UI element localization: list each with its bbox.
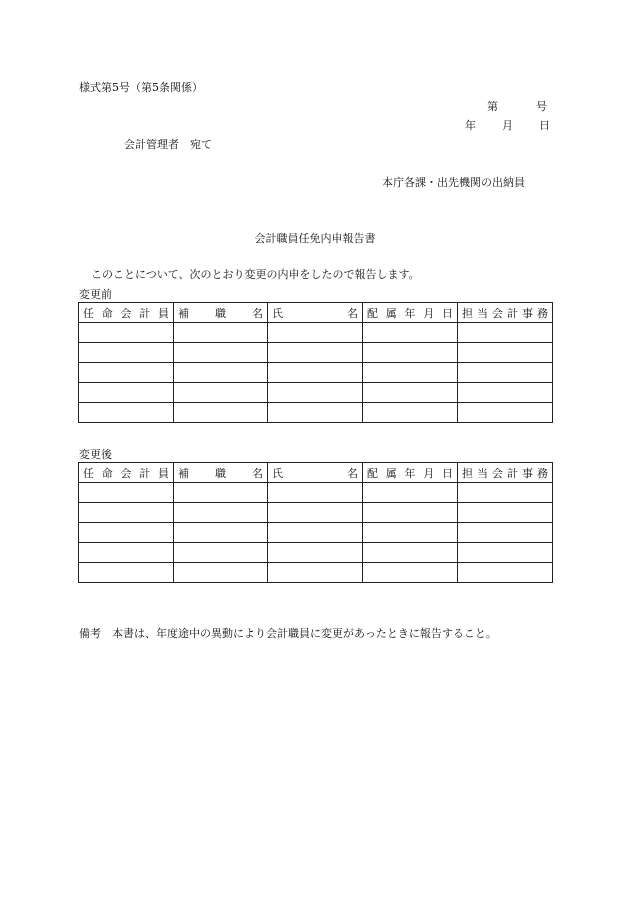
column-header: 補職名 — [174, 303, 268, 323]
table-row — [79, 363, 553, 383]
table-cell[interactable] — [458, 383, 553, 403]
table-cell[interactable] — [174, 523, 268, 543]
document-title: 会計職員任免内申報告書 — [254, 232, 376, 245]
table-cell[interactable] — [363, 323, 458, 343]
table-cell[interactable] — [363, 403, 458, 423]
table-cell[interactable] — [268, 563, 363, 583]
date-year: 年 — [465, 119, 476, 132]
table-row — [79, 323, 553, 343]
document-number-suffix: 号 — [536, 100, 547, 113]
table-cell[interactable] — [363, 563, 458, 583]
table-cell[interactable] — [363, 503, 458, 523]
table-cell[interactable] — [458, 403, 553, 423]
table-cell[interactable] — [174, 503, 268, 523]
column-header: 担当会計事務 — [458, 303, 553, 323]
column-header: 配属年月日 — [363, 303, 458, 323]
table-cell[interactable] — [458, 543, 553, 563]
column-header: 配属年月日 — [363, 463, 458, 483]
date-month: 月 — [502, 119, 513, 132]
column-header: 氏名 — [268, 463, 363, 483]
column-header: 補職名 — [174, 463, 268, 483]
table-cell[interactable] — [268, 403, 363, 423]
after-change-table — [78, 462, 553, 583]
table-cell[interactable] — [458, 363, 553, 383]
table-cell[interactable] — [174, 483, 268, 503]
table-cell[interactable] — [79, 383, 174, 403]
before-change-table — [78, 302, 553, 423]
table-row — [79, 543, 553, 563]
table-cell[interactable] — [363, 343, 458, 363]
table-cell[interactable] — [458, 503, 553, 523]
table-cell[interactable] — [79, 323, 174, 343]
before-change-label: 変更前 — [79, 288, 112, 301]
sender: 本庁各課・出先機関の出納員 — [382, 176, 525, 189]
table-cell[interactable] — [458, 523, 553, 543]
table-cell[interactable] — [79, 403, 174, 423]
table-cell[interactable] — [363, 543, 458, 563]
table-row — [79, 383, 553, 403]
remark-note: 備考 本書は、年度途中の異動により会計職員に変更があったときに報告すること。 — [79, 627, 497, 640]
form-number: 様式第5号（第5条関係） — [79, 81, 203, 94]
document-date — [465, 119, 550, 133]
table-cell[interactable] — [79, 543, 174, 563]
table-row — [79, 523, 553, 543]
table-cell[interactable] — [174, 403, 268, 423]
table-cell[interactable] — [268, 323, 363, 343]
column-header: 任命会計員 — [79, 303, 174, 323]
table-cell[interactable] — [363, 523, 458, 543]
table-row — [79, 403, 553, 423]
date-day: 日 — [539, 119, 550, 132]
table-cell[interactable] — [458, 563, 553, 583]
document-number-prefix: 第 — [487, 100, 498, 113]
table-row — [79, 483, 553, 503]
table-cell[interactable] — [174, 323, 268, 343]
table-cell[interactable] — [363, 383, 458, 403]
table-cell[interactable] — [174, 383, 268, 403]
table-cell[interactable] — [79, 343, 174, 363]
table-header-row — [79, 463, 553, 483]
table-cell[interactable] — [79, 563, 174, 583]
table-row — [79, 503, 553, 523]
table-cell[interactable] — [268, 483, 363, 503]
table-cell[interactable] — [458, 343, 553, 363]
table-cell[interactable] — [79, 523, 174, 543]
after-change-label: 変更後 — [79, 448, 112, 461]
addressee: 会計管理者 宛て — [124, 138, 212, 151]
table-cell[interactable] — [363, 483, 458, 503]
table-cell[interactable] — [268, 383, 363, 403]
column-header: 担当会計事務 — [458, 463, 553, 483]
table-row — [79, 563, 553, 583]
table-cell[interactable] — [458, 483, 553, 503]
table-cell[interactable] — [79, 503, 174, 523]
column-header: 氏名 — [268, 303, 363, 323]
table-cell[interactable] — [268, 363, 363, 383]
table-row — [79, 343, 553, 363]
document-number — [487, 100, 547, 114]
intro-text: このことについて、次のとおり変更の内申をしたので報告します。 — [91, 268, 420, 281]
table-cell[interactable] — [174, 343, 268, 363]
table-header-row — [79, 303, 553, 323]
table-cell[interactable] — [458, 323, 553, 343]
table-cell[interactable] — [268, 503, 363, 523]
table-cell[interactable] — [79, 363, 174, 383]
table-cell[interactable] — [268, 343, 363, 363]
table-cell[interactable] — [174, 363, 268, 383]
column-header: 任命会計員 — [79, 463, 174, 483]
table-cell[interactable] — [174, 563, 268, 583]
table-cell[interactable] — [79, 483, 174, 503]
table-cell[interactable] — [363, 363, 458, 383]
table-cell[interactable] — [268, 543, 363, 563]
table-cell[interactable] — [174, 543, 268, 563]
table-cell[interactable] — [268, 523, 363, 543]
